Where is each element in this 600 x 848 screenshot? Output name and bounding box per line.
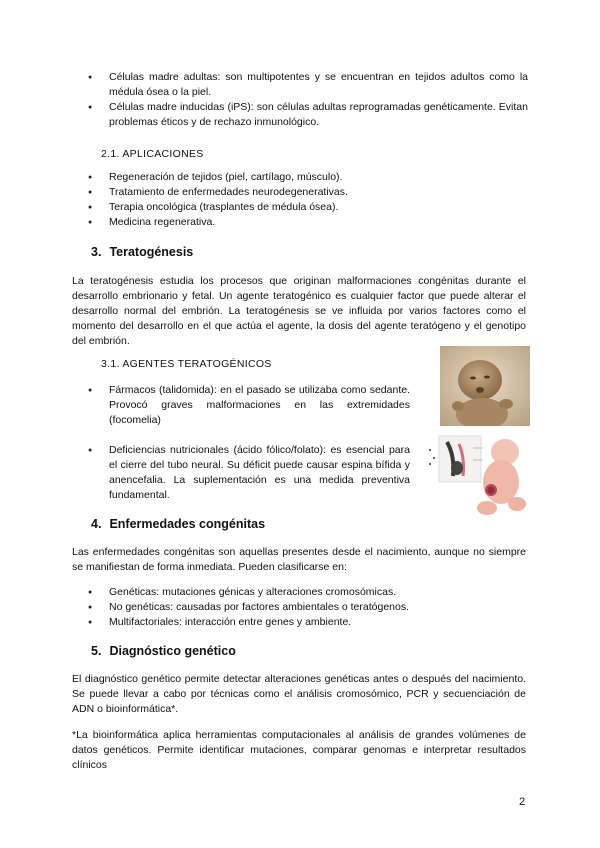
section-heading-genetic-diagnosis: 5. Diagnóstico genético [91, 644, 236, 658]
section-heading-teratogenesis: 3. Teratogénesis [91, 245, 194, 259]
list-item: ● Medicina regenerativa. [73, 215, 527, 230]
list-item: ● Fármacos (talidomida): en el pasado se utilizaba como sedante. Provocó graves malformaciones en las extremidades (focomelia) [73, 383, 410, 428]
list-item: ● Tratamiento de enfermedades neurodegenerativas. [73, 185, 527, 200]
list-item: ● Multifactoriales: interacción entre genes y ambiente. [73, 615, 527, 630]
stem-cell-types-list [73, 70, 528, 130]
list-item: ● Regeneración de tejidos (piel, cartílago, músculo). [73, 170, 527, 185]
list-item: ● Terapia oncológica (trasplantes de médula ósea). [73, 200, 527, 215]
bioinformatics-footnote: *La bioinformática aplica herramientas computacionales al análisis de grandes volúmenes de datos genéticos. Permite identificar mutaciones, comparar genomas e interpretar resultados clínicos [72, 729, 526, 771]
list-item: ● Deficiencias nutricionales (ácido fólico/folato): es esencial para el cierre del tubo neural. Su déficit puede causar espina bífida y anencefalia. La suplementación es una medida preventiva fundamental. [73, 443, 410, 503]
page-number: 2 [519, 796, 526, 808]
agent-list-1 [73, 383, 410, 428]
congenital-diseases-paragraph: Las enfermedades congénitas son aquellas presentes desde el nacimiento, aunque no siempre se manifiestan de forma inmediata. Pueden clasificarse en: [72, 546, 526, 573]
section-heading-congenital-diseases: 4. Enfermedades congénitas [91, 517, 266, 531]
subheading-teratogenic-agents: 3.1. AGENTES TERATOGÉNICOS [101, 358, 272, 370]
thalidomide-baby-photo [440, 346, 530, 426]
congenital-types-list [73, 585, 527, 630]
list-item: ● Genéticas: mutaciones génicas y alteraciones cromosómicas. [73, 585, 527, 600]
list-item: ● Células madre inducidas (iPS): son células adultas reprogramadas genéticamente. Evitan problemas éticos y de rechazo inmunológico. [73, 100, 528, 130]
agent-list-2 [73, 443, 410, 503]
teratogenesis-paragraph: La teratogénesis estudia los procesos que originan malformaciones congénitas durante el desarrollo embrionario y fetal. Un agente teratogénico es cualquier factor que puede alterar el desarrollo normal del embrión. La teratogénesis se ve influida por varios factores como el momento del desarrollo en el que actúa el agente, la dosis del agente teratógeno y el genotipo del embrión. [72, 275, 526, 347]
list-item: ● Células madre adultas: son multipotentes y se encuentran en tejidos adultos como la médula ósea o la piel. [73, 70, 528, 100]
subheading-applications: 2.1. APLICACIONES [101, 148, 204, 160]
genetic-diagnosis-paragraph: El diagnóstico genético permite detectar alteraciones genéticas antes o después del nacimiento. Se puede llevar a cabo por técnicas como el análisis cromosómico, PCR y secuenciación de ADN o bioinformática*. [72, 673, 526, 715]
spina-bifida-illustration [425, 430, 530, 520]
applications-list [73, 170, 527, 230]
list-item: ● No genéticas: causadas por factores ambientales o teratógenos. [73, 600, 527, 615]
